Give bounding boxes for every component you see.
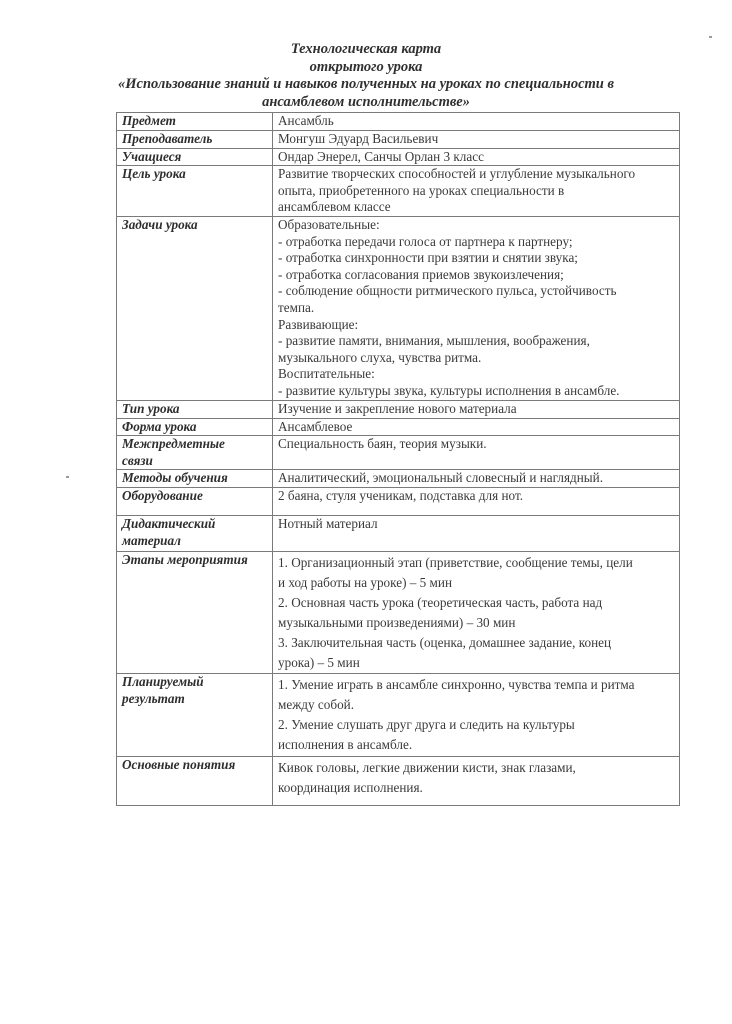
row-label: Тип урока bbox=[117, 400, 273, 418]
row-value bbox=[273, 436, 680, 470]
row-value-line: музыкального слуха, чувства ритма. bbox=[278, 349, 482, 365]
table-row bbox=[117, 418, 680, 436]
row-value-line: - отработка синхронности при взятии и снятии звука; bbox=[278, 250, 578, 266]
row-label-line: связи bbox=[122, 452, 153, 468]
row-value bbox=[273, 131, 680, 149]
row-value-line: Образовательные: bbox=[278, 216, 380, 232]
row-value bbox=[273, 418, 680, 436]
row-value bbox=[273, 516, 680, 552]
row-value-line: Кивок головы, легкие движении кисти, знак глазами, bbox=[278, 760, 576, 776]
lesson-plan-table bbox=[116, 112, 680, 806]
row-value-line: Развивающие: bbox=[278, 316, 359, 332]
scan-speck bbox=[709, 36, 712, 38]
row-value-line: ансамблевом классе bbox=[278, 199, 391, 215]
row-value-line: опыта, приобретенного на уроках специальности в bbox=[278, 182, 565, 198]
table-row bbox=[117, 488, 680, 516]
row-value-line: Нотный материал bbox=[278, 516, 378, 532]
row-value-line: Ондар Энерел, Санчы Орлан 3 класс bbox=[278, 148, 484, 164]
table-row bbox=[117, 436, 680, 470]
row-value-line: - отработка передачи голоса от партнера к партнеру; bbox=[278, 233, 573, 249]
table-row bbox=[117, 131, 680, 149]
title-line-1: Технологическая карта bbox=[290, 41, 442, 57]
row-label-line: Межпредметные bbox=[122, 436, 225, 452]
row-value-line: темпа. bbox=[278, 299, 315, 315]
row-label-line: результат bbox=[122, 690, 185, 706]
row-value bbox=[273, 166, 680, 217]
row-label: Задачи урока bbox=[117, 216, 273, 400]
row-value-line: координация исполнения. bbox=[278, 780, 423, 796]
row-label: Основные понятия bbox=[117, 757, 273, 806]
row-value-line: 2 баяна, стуля ученикам, подставка для нот. bbox=[278, 488, 524, 504]
table-row bbox=[117, 166, 680, 217]
row-value bbox=[273, 552, 680, 674]
table-row bbox=[117, 148, 680, 166]
row-label bbox=[117, 436, 273, 470]
table-row bbox=[117, 470, 680, 488]
row-value-line: 2. Основная часть урока (теоретическая часть, работа над bbox=[278, 595, 603, 611]
row-label-line: Дидактический bbox=[122, 516, 216, 532]
row-value bbox=[273, 113, 680, 131]
table-row bbox=[117, 113, 680, 131]
row-label: Преподаватель bbox=[117, 131, 273, 149]
table-row bbox=[117, 400, 680, 418]
row-value bbox=[273, 400, 680, 418]
table-row bbox=[117, 552, 680, 674]
row-value-line: Монгуш Эдуард Васильевич bbox=[278, 131, 439, 146]
row-label bbox=[117, 516, 273, 552]
row-label bbox=[117, 674, 273, 757]
table-row bbox=[117, 216, 680, 400]
row-value bbox=[273, 757, 680, 806]
row-value bbox=[273, 216, 680, 400]
row-value bbox=[273, 470, 680, 488]
row-value-line: 2. Умение слушать друг друга и следить на культуры bbox=[278, 717, 575, 733]
row-value bbox=[273, 674, 680, 757]
row-label: Учащиеся bbox=[117, 148, 273, 166]
row-value-line: исполнения в ансамбле. bbox=[278, 737, 413, 753]
row-value-line: 1. Организационный этап (приветствие, сообщение темы, цели bbox=[278, 555, 633, 571]
row-value-line: - развитие культуры звука, культуры исполнения в ансамбле. bbox=[278, 382, 620, 398]
table-row bbox=[117, 674, 680, 757]
row-label: Этапы мероприятия bbox=[117, 552, 273, 674]
row-value-line: и ход работы на уроке) – 5 мин bbox=[278, 575, 453, 591]
row-value-line: Ансамблевое bbox=[278, 418, 353, 434]
row-value-line: музыкальными произведениями) – 30 мин bbox=[278, 615, 516, 631]
row-value-line: - отработка согласования приемов звукоизлечения; bbox=[278, 266, 564, 282]
row-label: Оборудование bbox=[117, 488, 273, 516]
row-label-line: Планируемый bbox=[122, 674, 204, 690]
row-label: Форма урока bbox=[117, 418, 273, 436]
row-value-line: Аналитический, эмоциональный словесный и наглядный. bbox=[278, 470, 603, 486]
row-label: Цель урока bbox=[117, 166, 273, 217]
row-value-line: Специальность баян, теория музыки. bbox=[278, 436, 487, 452]
document-title bbox=[0, 41, 732, 111]
row-value-line: Ансамбль bbox=[278, 113, 334, 128]
row-value-line: Воспитательные: bbox=[278, 366, 375, 382]
title-line-4: ансамблевом исполнительстве» bbox=[262, 93, 470, 110]
row-value bbox=[273, 488, 680, 516]
row-value-line: - развитие памяти, внимания, мышления, воображения, bbox=[278, 333, 590, 349]
row-label-line: материал bbox=[122, 532, 181, 548]
row-value-line: Развитие творческих способностей и углубление музыкального bbox=[278, 166, 636, 182]
row-value-line: 1. Умение играть в ансамбле синхронно, чувства темпа и ритма bbox=[278, 677, 635, 693]
title-line-2: открытого урока bbox=[309, 58, 423, 75]
scan-speck bbox=[66, 476, 69, 478]
row-value-line: между собой. bbox=[278, 697, 355, 713]
row-value-line: 3. Заключительная часть (оценка, домашнее задание, конец bbox=[278, 635, 612, 651]
table-row bbox=[117, 757, 680, 806]
row-value bbox=[273, 148, 680, 166]
row-value-line: Изучение и закрепление нового материала bbox=[278, 400, 517, 416]
row-value-line: урока) – 5 мин bbox=[278, 655, 360, 671]
row-label: Методы обучения bbox=[117, 470, 273, 488]
row-label: Предмет bbox=[117, 113, 273, 131]
table-row bbox=[117, 516, 680, 552]
row-value-line: - соблюдение общности ритмического пульса, устойчивость bbox=[278, 283, 617, 299]
title-line-3: «Использование знаний и навыков полученных на уроках по специальности в bbox=[118, 76, 614, 92]
